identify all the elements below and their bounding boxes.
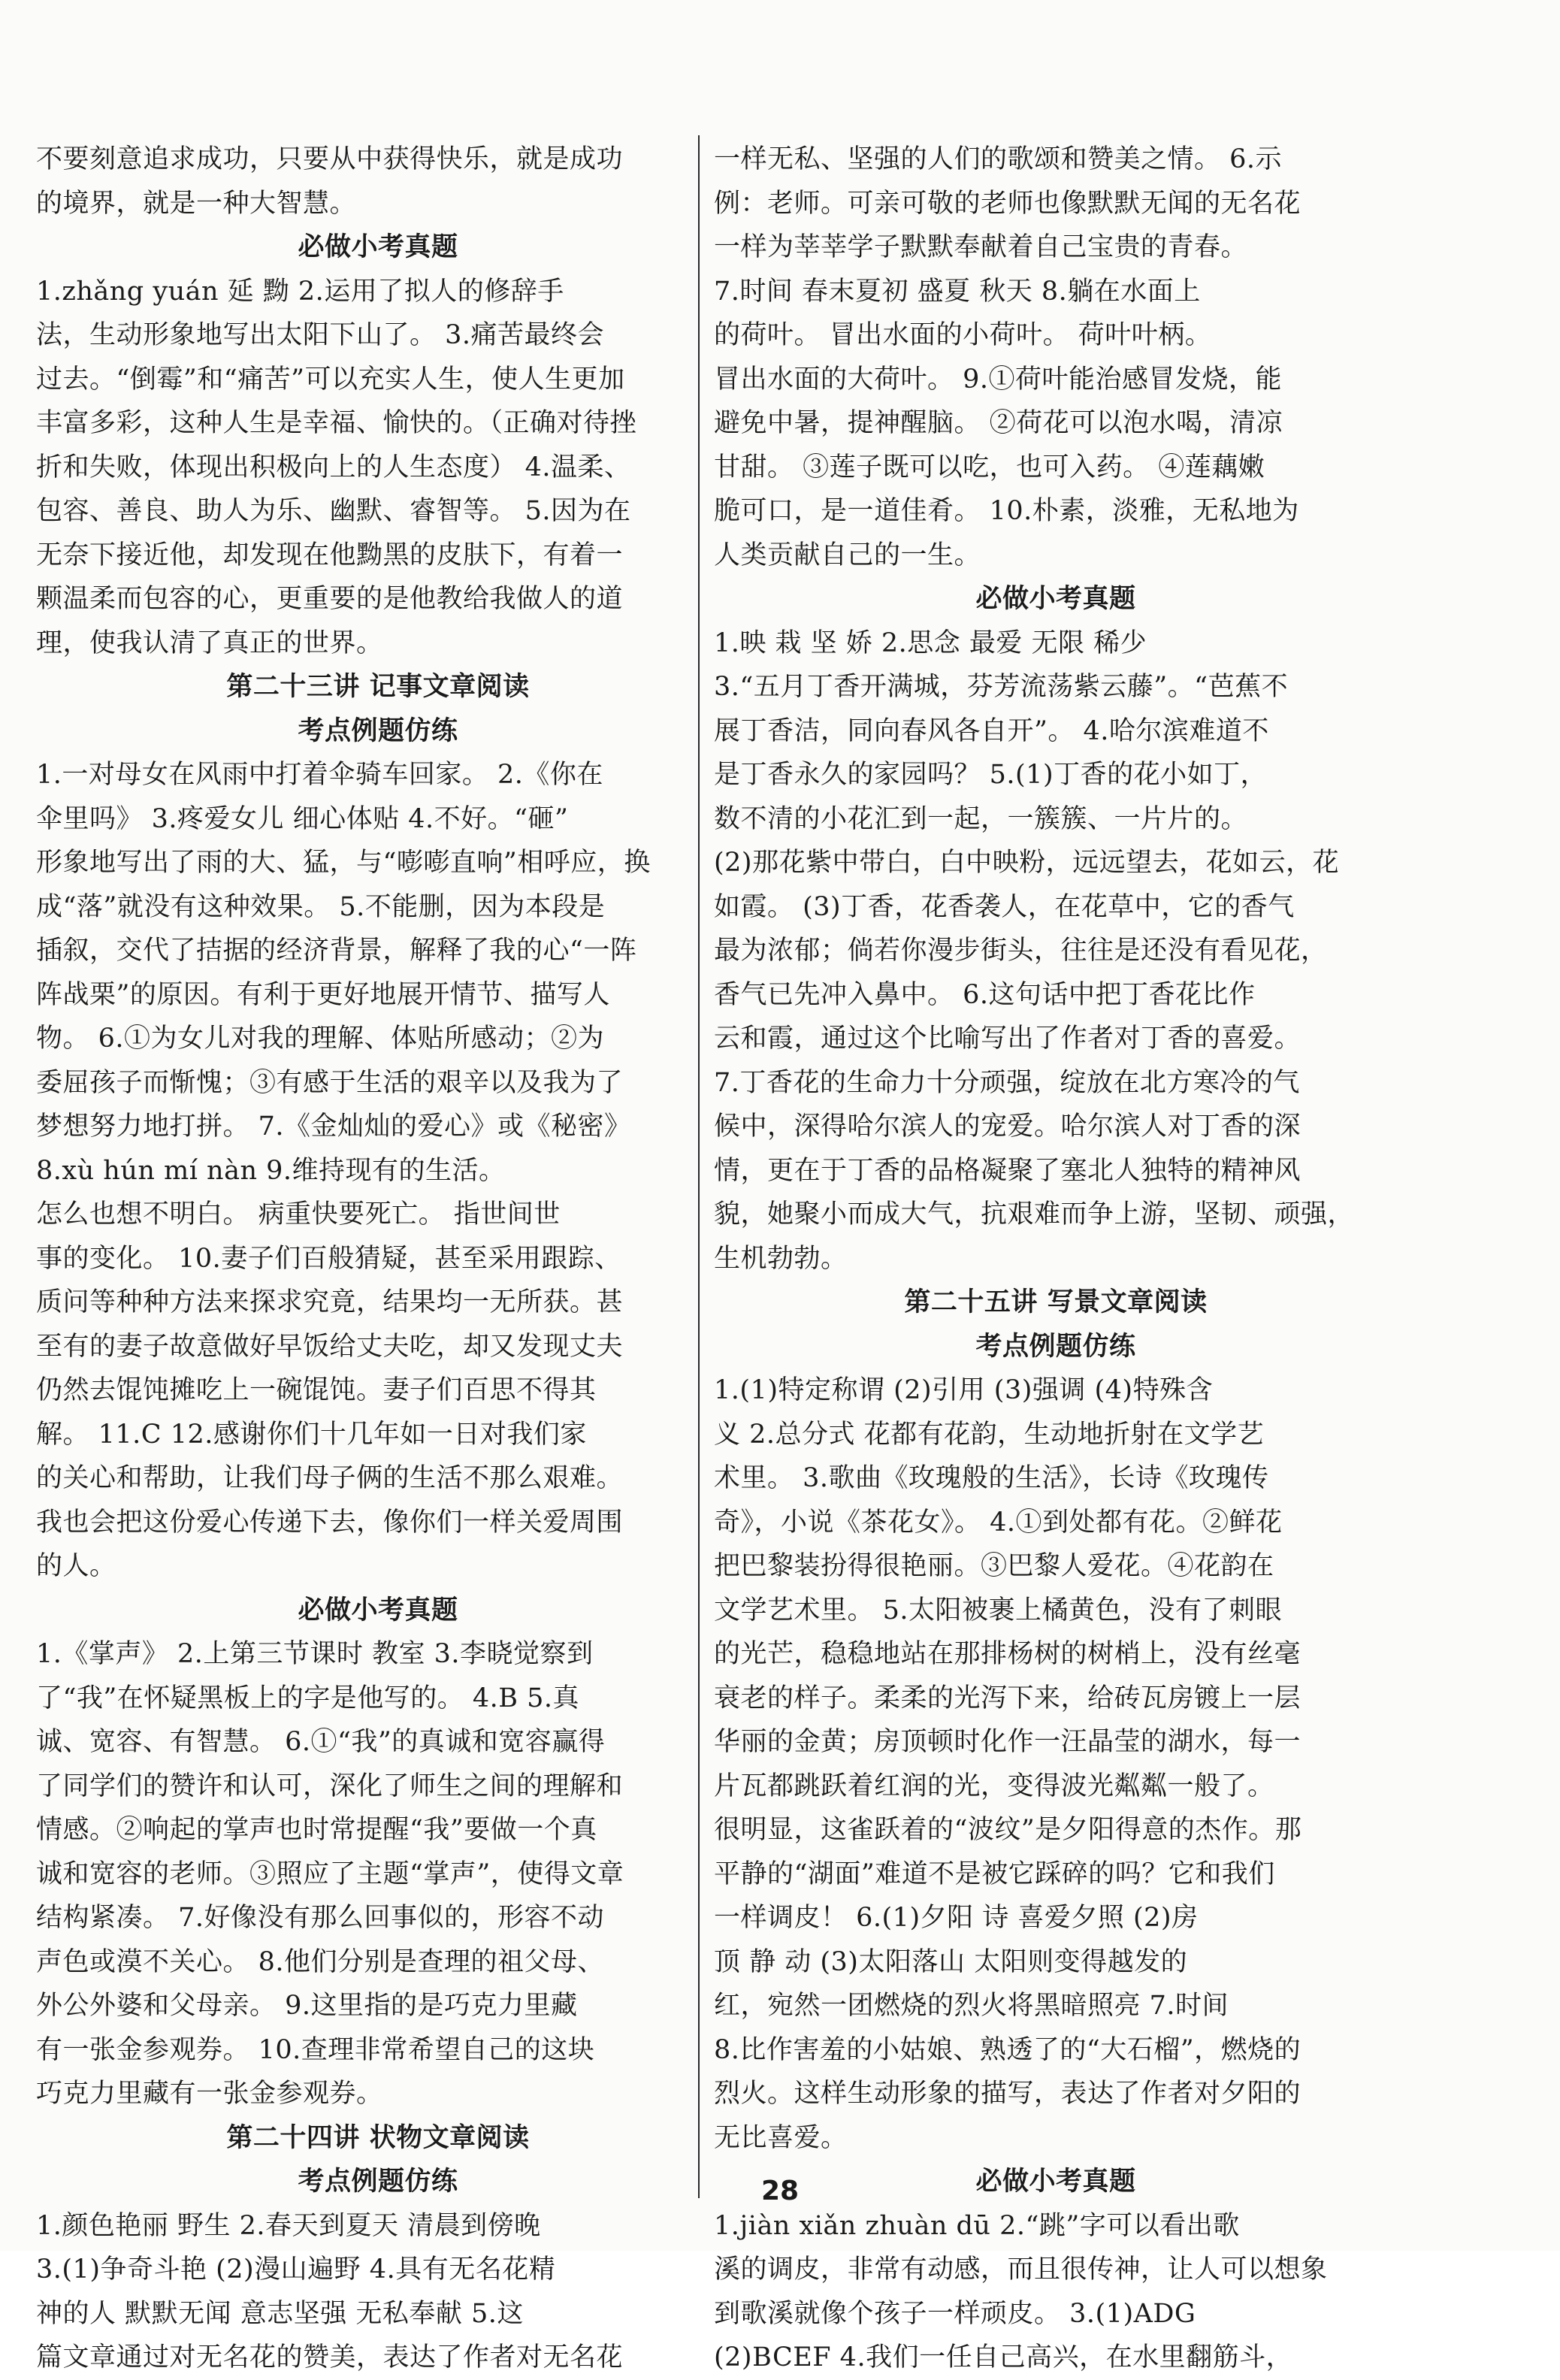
text-line: 插叙，交代了拮据的经济背景，解释了我的心“一阵 [36, 936, 637, 966]
text-line: 展丁香洁，同向春风各自开”。 4.哈尔滨难道不 [714, 715, 1269, 746]
text-line: 的关心和帮助，让我们母子俩的生活不那么艰难。 [36, 1463, 624, 1493]
text-line: 有一张金参观券。 10.查理非常希望自己的这块 [36, 2034, 595, 2065]
text-line: 很明显，这雀跃着的“波纹”是夕阳得意的杰作。那 [714, 1815, 1302, 1845]
text-line: 8.xù hún mí nàn 9.维持现有的生活。 [36, 1155, 506, 1186]
text-line: 法，生动形象地写出太阳下山了。 3.痛苦最终会 [36, 320, 605, 350]
text-line: 神的人 默默无闻 意志坚强 无私奉献 5.这 [36, 2298, 524, 2329]
page-number: 28 [760, 2176, 800, 2206]
text-line: 伞里吗》 3.疼爱女儿 细心体贴 4.不好。“砸” [36, 803, 569, 834]
text-line: 貌，她聚小而成大气，抗艰难而争上游，坚韧、顽强， [714, 1199, 1355, 1229]
text-line: (2)那花紫中带白，白中映粉，远远望去，花如云，花 [714, 848, 1340, 878]
text-line: 避免中暑，提神醒脑。 ②荷花可以泡水喝，清凉 [714, 408, 1283, 438]
section-heading: 第二十四讲 状物文章阅读 [226, 2121, 530, 2153]
text-line: 如霞。 (3)丁香，花香袭人，在花草中，它的香气 [714, 891, 1295, 922]
text-line: 无奈下接近他，却发现在他黝黑的皮肤下，有着一 [36, 540, 624, 570]
text-line: 红，宛然一团燃烧的烈火将黑暗照亮 7.时间 [714, 1991, 1229, 2021]
text-line: 奇》，小说《茶花女》。 4.①到处都有花。②鲜花 [714, 1507, 1283, 1538]
text-line: 篇文章通过对无名花的赞美，表达了作者对无名花 [36, 2342, 624, 2372]
text-line: 形象地写出了雨的大、猛，与“嘭嘭直响”相呼应，换 [36, 848, 651, 878]
text-line: 1.一对母女在风雨中打着伞骑车回家。 2.《你在 [36, 760, 603, 790]
text-line: 成“落”就没有这种效果。 5.不能删，因为本段是 [36, 891, 606, 922]
text-line: 至有的妻子故意做好早饭给丈夫吃，却又发现丈夫 [36, 1331, 624, 1362]
text-line: 解。 11.C 12.感谢你们十几年如一日对我们家 [36, 1419, 587, 1450]
text-line: 物。 6.①为女儿对我的理解、体贴所感动；②为 [36, 1024, 605, 1054]
text-line: 诚和宽容的老师。③照应了主题“掌声”，使得文章 [36, 1858, 624, 1889]
text-line: 结构紧凑。 7.好像没有那么回事似的，形容不动 [36, 1903, 605, 1933]
right-column [714, 138, 1398, 2380]
text-line: 溪的调皮，非常有动感，而且很传神，让人可以想象 [714, 2254, 1328, 2285]
text-line: 包容、善良、助人为乐、幽默、睿智等。 5.因为在 [36, 496, 631, 526]
text-line: 1.颜色艳丽 野生 2.春天到夏天 清晨到傍晚 [36, 2210, 541, 2241]
text-line: 诚、宽容、有智慧。 6.①“我”的真诚和宽容赢得 [36, 1727, 606, 1757]
text-line: 衰老的样子。柔柔的光泻下来，给砖瓦房镀上一层 [714, 1683, 1302, 1713]
text-line: 生机勃勃。 [714, 1243, 848, 1274]
text-line: 一样为莘莘学子默默奉献着自己宝贵的青春。 [714, 232, 1248, 262]
text-line: 华丽的金黄；房顶顿时化作一汪晶莹的湖水，每一 [714, 1727, 1302, 1757]
subsection-heading: 必做小考真题 [298, 1594, 458, 1625]
text-line: 最为浓郁；倘若你漫步街头，往往是还没有看见花， [714, 936, 1328, 966]
text-line: 的境界，就是一种大智慧。 [36, 188, 357, 219]
text-line: 外公外婆和父母亲。 9.这里指的是巧克力里藏 [36, 1991, 578, 2021]
text-line: (2)BCEF 4.我们一任自己高兴，在水里翻筋斗， [714, 2342, 1293, 2372]
text-line: 事的变化。 10.妻子们百般猜疑，甚至采用跟踪、 [36, 1243, 621, 1274]
text-line: 过去。“倒霉”和“痛苦”可以充实人生，使人生更加 [36, 364, 625, 395]
text-line: 怎么也想不明白。 病重快要死亡。 指世间世 [36, 1199, 561, 1229]
text-line: 丰富多彩，这种人生是幸福、愉快的。（正确对待挫 [36, 408, 637, 438]
text-line: 声色或漠不关心。 8.他们分别是查理的祖父母、 [36, 1946, 605, 1977]
text-line: 折和失败，体现出积极向上的人生态度） 4.温柔、 [36, 452, 631, 482]
text-line: 义 2.总分式 花都有花韵，生动地折射在文学艺 [714, 1419, 1265, 1450]
text-line: 颗温柔而包容的心，更重要的是他教给我做人的道 [36, 584, 624, 614]
text-line: 8.比作害羞的小姑娘、熟透了的“大石榴”，燃烧的 [714, 2034, 1302, 2065]
text-line: 的光芒，稳稳地站在那排杨树的树梢上，没有丝毫 [714, 1639, 1302, 1669]
text-line: 候中，深得哈尔滨人的宠爱。哈尔滨人对丁香的深 [714, 1111, 1302, 1142]
text-line: 情，更在于丁香的品格凝聚了塞北人独特的精神风 [714, 1155, 1302, 1186]
subsection-heading: 考点例题仿练 [298, 2166, 458, 2197]
text-line: 我也会把这份爱心传递下去，像你们一样关爱周围 [36, 1507, 624, 1538]
subsection-heading: 考点例题仿练 [298, 715, 458, 746]
text-line: 把巴黎装扮得很艳丽。③巴黎人爱花。④花韵在 [714, 1551, 1274, 1581]
text-line: 顶 静 动 (3)太阳落山 太阳则变得越发的 [714, 1946, 1188, 1977]
text-line: 到歌溪就像个孩子一样顽皮。 3.(1)ADG [714, 2298, 1196, 2329]
subsection-heading: 必做小考真题 [975, 583, 1136, 614]
text-line: 情感。②响起的掌声也时常提醒“我”要做一个真 [36, 1815, 597, 1845]
text-line: 质问等种种方法来探求究竟，结果均一无所获。甚 [36, 1287, 624, 1317]
text-line: 7.丁香花的生命力十分顽强，绽放在北方寒冷的气 [714, 1067, 1300, 1098]
text-line: 理，使我认清了真正的世界。 [36, 628, 383, 658]
text-line: 烈火。这样生动形象的描写，表达了作者对夕阳的 [714, 2079, 1302, 2109]
text-line: 人类贡献自己的一生。 [714, 540, 981, 570]
text-line: 数不清的小花汇到一起，一簇簇、一片片的。 [714, 803, 1248, 834]
text-line: 不要刻意追求成功，只要从中获得快乐，就是成功 [36, 144, 624, 174]
text-line: 甘甜。 ③莲子既可以吃，也可入药。 ④莲藕嫩 [714, 452, 1265, 482]
text-line: 一样调皮！ 6.(1)夕阳 诗 喜爱夕照 (2)房 [714, 1903, 1199, 1933]
text-line: 委屈孩子而惭愧；③有感于生活的艰辛以及我为了 [36, 1067, 624, 1098]
left-column [36, 138, 720, 2380]
text-line: 了同学们的赞许和认可，深化了师生之间的理解和 [36, 1771, 624, 1801]
section-heading: 第二十三讲 记事文章阅读 [226, 671, 530, 702]
text-line: 文学艺术里。 5.太阳被裹上橘黄色，没有了刺眼 [714, 1595, 1283, 1625]
text-line: 云和霞，通过这个比喻写出了作者对丁香的喜爱。 [714, 1024, 1302, 1054]
text-line: 了“我”在怀疑黑板上的字是他写的。 4.B 5.真 [36, 1683, 580, 1713]
text-line: 是丁香永久的家园吗？ 5.(1)丁香的花小如丁， [714, 760, 1268, 790]
text-line: 片瓦都跳跃着红润的光，变得波光粼粼一般了。 [714, 1771, 1274, 1801]
text-line: 3.“五月丁香开满城，芬芳流荡紫云藤”。“芭蕉不 [714, 672, 1289, 702]
text-line: 的人。 [36, 1551, 116, 1581]
text-line: 仍然去馄饨摊吃上一碗馄饨。妻子们百思不得其 [36, 1375, 597, 1405]
subsection-heading: 必做小考真题 [298, 231, 458, 262]
text-line: 平静的“湖面”难道不是被它踩碎的吗？它和我们 [714, 1858, 1275, 1889]
text-line: 巧克力里藏有一张金参观券。 [36, 2079, 383, 2109]
text-line: 1.(1)特定称谓 (2)引用 (3)强调 (4)特殊含 [714, 1375, 1214, 1405]
text-line: 冒出水面的大荷叶。 9.①荷叶能治感冒发烧，能 [714, 364, 1283, 395]
text-line: 脆可口，是一道佳肴。 10.朴素，淡雅，无私地为 [714, 496, 1299, 526]
text-line: 例：老师。可亲可敬的老师也像默默无闻的无名花 [714, 188, 1302, 219]
text-line: 1.《掌声》 2.上第三节课时 教室 3.李晓觉察到 [36, 1639, 594, 1669]
text-line: 1.jiàn xiǎn zhuàn dū 2.“跳”字可以看出歌 [714, 2210, 1240, 2241]
text-line: 术里。 3.歌曲《玫瑰般的生活》，长诗《玫瑰传 [714, 1463, 1269, 1493]
text-line: 香气已先冲入鼻中。 6.这句话中把丁香花比作 [714, 979, 1256, 1010]
text-line: 梦想努力地打拼。 7.《金灿灿的爱心》或《秘密》 [36, 1111, 631, 1142]
text-line: 一样无私、坚强的人们的歌颂和赞美之情。 6.示 [714, 144, 1283, 174]
text-line: 3.(1)争奇斗艳 (2)漫山遍野 4.具有无名花精 [36, 2254, 556, 2285]
text-line: 的荷叶。 冒出水面的小荷叶。 荷叶叶柄。 [714, 320, 1212, 350]
text-line: 1.映 栽 坚 娇 2.思念 最爱 无限 稀少 [714, 628, 1147, 658]
text-line: 1.zhǎng yuán 延 黝 2.运用了拟人的修辞手 [36, 276, 564, 307]
text-line: 阵战栗”的原因。有利于更好地展开情节、描写人 [36, 979, 610, 1010]
subsection-heading: 考点例题仿练 [975, 1330, 1136, 1362]
subsection-heading: 必做小考真题 [975, 2166, 1136, 2197]
column-divider [698, 135, 700, 2198]
section-heading: 第二十五讲 写景文章阅读 [904, 1287, 1208, 1317]
text-line: 无比喜爱。 [714, 2122, 848, 2153]
text-line: 7.时间 春末夏初 盛夏 秋天 8.躺在水面上 [714, 276, 1201, 307]
